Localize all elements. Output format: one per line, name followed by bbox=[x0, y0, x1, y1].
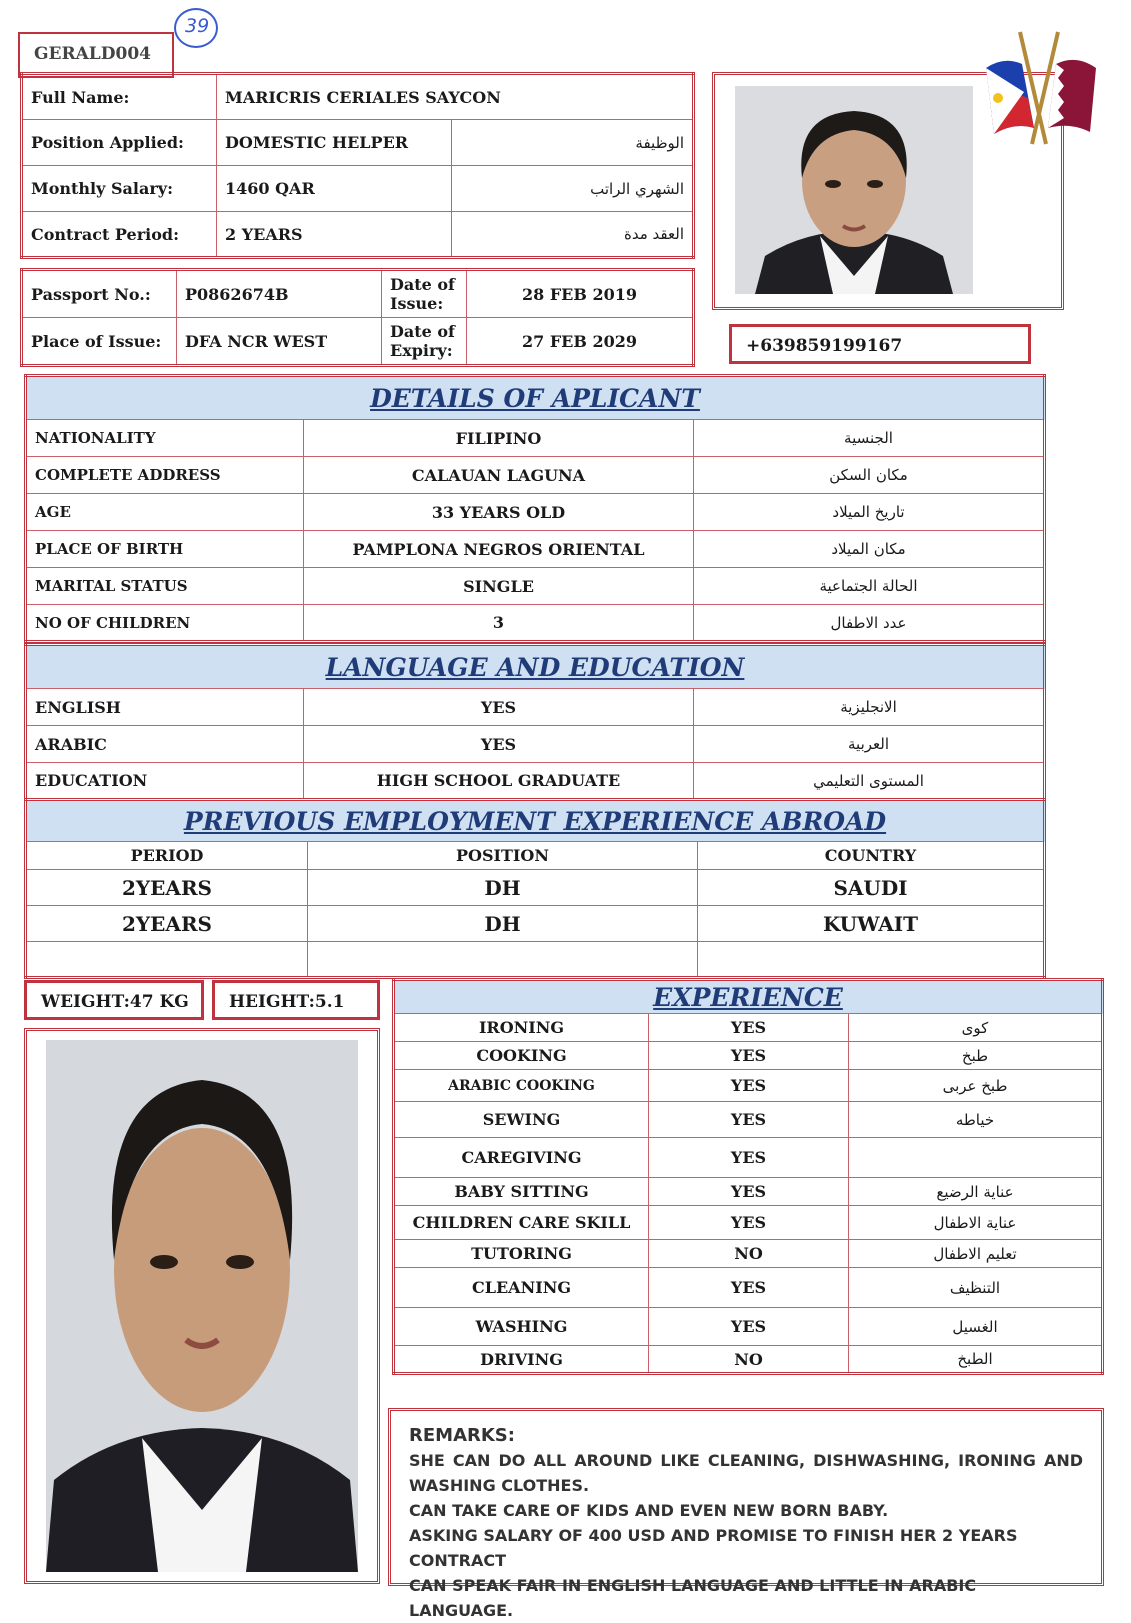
experience-value: YES bbox=[649, 1268, 849, 1308]
details-arabic: تاريخ الميلاد bbox=[694, 494, 1045, 531]
employment-title: PREVIOUS EMPLOYMENT EXPERIENCE ABROAD bbox=[26, 800, 1045, 842]
experience-value: YES bbox=[649, 1102, 849, 1138]
experience-arabic: الغسيل bbox=[849, 1308, 1103, 1346]
experience-arabic: خياطه bbox=[849, 1102, 1103, 1138]
experience-title: EXPERIENCE bbox=[394, 980, 1103, 1014]
employment-row bbox=[26, 942, 1045, 978]
experience-skill: WASHING bbox=[394, 1308, 649, 1346]
remarks-line: SHE CAN DO ALL AROUND LIKE CLEANING, DISHWASHING, IRONING AND WASHING CLOTHES. bbox=[409, 1451, 1083, 1495]
details-table bbox=[24, 374, 1046, 643]
language-value: YES bbox=[304, 726, 694, 763]
details-row bbox=[26, 457, 1045, 494]
experience-row bbox=[394, 1042, 1103, 1070]
field-arabic-label: الوظيفة bbox=[452, 120, 694, 166]
details-label: COMPLETE ADDRESS bbox=[26, 457, 304, 494]
employment-position: DH bbox=[308, 870, 698, 906]
experience-skill: COOKING bbox=[394, 1042, 649, 1070]
details-label: MARITAL STATUS bbox=[26, 568, 304, 605]
field-value: MARICRIS CERIALES SAYCON bbox=[217, 74, 694, 120]
language-title: LANGUAGE AND EDUCATION bbox=[26, 645, 1045, 689]
field-label: Position Applied: bbox=[22, 120, 217, 166]
experience-value: NO bbox=[649, 1240, 849, 1268]
details-title: DETAILS OF APLICANT bbox=[26, 376, 1045, 420]
employment-period: 2YEARS bbox=[26, 870, 308, 906]
position-header: POSITION bbox=[308, 842, 698, 870]
issue-date-value: 28 FEB 2019 bbox=[467, 270, 694, 318]
personal-row bbox=[22, 166, 694, 212]
experience-row bbox=[394, 1240, 1103, 1268]
personal-row bbox=[22, 120, 694, 166]
experience-value: YES bbox=[649, 1042, 849, 1070]
employment-country bbox=[698, 942, 1045, 978]
language-value: HIGH SCHOOL GRADUATE bbox=[304, 763, 694, 800]
language-label: ENGLISH bbox=[26, 689, 304, 726]
employment-period bbox=[26, 942, 308, 978]
language-arabic: المستوى التعليمي bbox=[694, 763, 1045, 800]
place-of-issue-value: DFA NCR WEST bbox=[177, 318, 382, 366]
details-value: FILIPINO bbox=[304, 420, 694, 457]
experience-value: YES bbox=[649, 1014, 849, 1042]
employment-row bbox=[26, 906, 1045, 942]
personal-row bbox=[22, 74, 694, 120]
experience-arabic: التنظيف bbox=[849, 1268, 1103, 1308]
experience-arabic: عناية الاطفال bbox=[849, 1206, 1103, 1240]
details-row bbox=[26, 420, 1045, 457]
details-row bbox=[26, 494, 1045, 531]
field-arabic-label: الشهري الراتب bbox=[452, 166, 694, 212]
remarks-line: CAN SPEAK FAIR IN ENGLISH LANGUAGE AND LITTLE IN ARABIC LANGUAGE. bbox=[409, 1576, 977, 1620]
phone-number: +639859199167 bbox=[746, 336, 903, 356]
details-value: 33 YEARS OLD bbox=[304, 494, 694, 531]
field-value: 2 YEARS bbox=[217, 212, 452, 258]
experience-value: YES bbox=[649, 1070, 849, 1102]
experience-arabic: تعليم الاطفال bbox=[849, 1240, 1103, 1268]
language-row bbox=[26, 689, 1045, 726]
remarks-line: CAN TAKE CARE OF KIDS AND EVEN NEW BORN BABY. bbox=[409, 1501, 889, 1520]
details-value: CALAUAN LAGUNA bbox=[304, 457, 694, 494]
experience-row bbox=[394, 1014, 1103, 1042]
experience-row bbox=[394, 1308, 1103, 1346]
details-arabic: الجنسية bbox=[694, 420, 1045, 457]
height-box bbox=[212, 980, 380, 1020]
experience-value: YES bbox=[649, 1138, 849, 1178]
language-label: ARABIC bbox=[26, 726, 304, 763]
details-arabic: مكان السكن bbox=[694, 457, 1045, 494]
phone-box bbox=[729, 324, 1031, 364]
height-value: HEIGHT:5.1 bbox=[229, 992, 345, 1012]
details-label: PLACE OF BIRTH bbox=[26, 531, 304, 568]
language-arabic: الانجليزية bbox=[694, 689, 1045, 726]
experience-skill: CAREGIVING bbox=[394, 1138, 649, 1178]
language-row bbox=[26, 726, 1045, 763]
period-header: PERIOD bbox=[26, 842, 308, 870]
field-value: DOMESTIC HELPER bbox=[217, 120, 452, 166]
experience-row bbox=[394, 1346, 1103, 1374]
experience-value: YES bbox=[649, 1308, 849, 1346]
experience-value: YES bbox=[649, 1206, 849, 1240]
language-education-table bbox=[24, 643, 1046, 801]
experience-skill: SEWING bbox=[394, 1102, 649, 1138]
field-value: 1460 QAR bbox=[217, 166, 452, 212]
handwritten-page-number: 39 bbox=[174, 8, 218, 48]
experience-row bbox=[394, 1206, 1103, 1240]
language-value: YES bbox=[304, 689, 694, 726]
applicant-code: GERALD004 bbox=[34, 44, 151, 64]
expiry-date-label: Date of Expiry: bbox=[382, 318, 467, 366]
crossed-flags-image bbox=[980, 28, 1100, 146]
language-label: EDUCATION bbox=[26, 763, 304, 800]
details-arabic: مكان الميلاد bbox=[694, 531, 1045, 568]
experience-skill: DRIVING bbox=[394, 1346, 649, 1374]
personal-row bbox=[22, 212, 694, 258]
experience-skill: CHILDREN CARE SKILL bbox=[394, 1206, 649, 1240]
employment-country: SAUDI bbox=[698, 870, 1045, 906]
weight-box bbox=[24, 980, 204, 1020]
details-label: AGE bbox=[26, 494, 304, 531]
experience-skill: ARABIC COOKING bbox=[394, 1070, 649, 1102]
experience-arabic: الطبخ bbox=[849, 1346, 1103, 1374]
experience-arabic: طبخ bbox=[849, 1042, 1103, 1070]
issue-date-label: Date of Issue: bbox=[382, 270, 467, 318]
experience-value: NO bbox=[649, 1346, 849, 1374]
field-arabic-label: العقد مدة bbox=[452, 212, 694, 258]
passport-table bbox=[20, 268, 695, 367]
experience-skill: BABY SITTING bbox=[394, 1178, 649, 1206]
remarks-title: REMARKS: bbox=[409, 1425, 515, 1446]
employment-table bbox=[24, 798, 1046, 979]
details-arabic: عدد الاطفال bbox=[694, 605, 1045, 642]
experience-value: YES bbox=[649, 1178, 849, 1206]
details-value: SINGLE bbox=[304, 568, 694, 605]
details-value: 3 bbox=[304, 605, 694, 642]
field-label: Monthly Salary: bbox=[22, 166, 217, 212]
details-label: NATIONALITY bbox=[26, 420, 304, 457]
employment-position: DH bbox=[308, 906, 698, 942]
details-row bbox=[26, 568, 1045, 605]
language-arabic: العربية bbox=[694, 726, 1045, 763]
experience-arabic: كوى bbox=[849, 1014, 1103, 1042]
country-header: COUNTRY bbox=[698, 842, 1045, 870]
experience-row bbox=[394, 1102, 1103, 1138]
field-label: Full Name: bbox=[22, 74, 217, 120]
experience-table bbox=[392, 978, 1104, 1375]
place-of-issue-label: Place of Issue: bbox=[22, 318, 177, 366]
details-label: NO OF CHILDREN bbox=[26, 605, 304, 642]
employment-country: KUWAIT bbox=[698, 906, 1045, 942]
applicant-photo-large bbox=[46, 1040, 358, 1572]
details-value: PAMPLONA NEGROS ORIENTAL bbox=[304, 531, 694, 568]
weight-value: WEIGHT:47 KG bbox=[41, 992, 189, 1012]
employment-position bbox=[308, 942, 698, 978]
passport-no-value: P0862674B bbox=[177, 270, 382, 318]
experience-skill: TUTORING bbox=[394, 1240, 649, 1268]
experience-arabic: طبخ عربى bbox=[849, 1070, 1103, 1102]
expiry-date-value: 27 FEB 2029 bbox=[467, 318, 694, 366]
experience-arabic: عناية الرضيع bbox=[849, 1178, 1103, 1206]
personal-info-table bbox=[20, 72, 695, 259]
details-arabic: الحالة الجتماعية bbox=[694, 568, 1045, 605]
employment-row bbox=[26, 870, 1045, 906]
experience-row bbox=[394, 1138, 1103, 1178]
experience-row bbox=[394, 1070, 1103, 1102]
experience-row bbox=[394, 1268, 1103, 1308]
experience-skill: IRONING bbox=[394, 1014, 649, 1042]
remarks-box bbox=[388, 1408, 1104, 1620]
passport-no-label: Passport No.: bbox=[22, 270, 177, 318]
experience-skill: CLEANING bbox=[394, 1268, 649, 1308]
details-row bbox=[26, 531, 1045, 568]
details-row bbox=[26, 605, 1045, 642]
applicant-photo-small bbox=[735, 86, 973, 294]
language-row bbox=[26, 763, 1045, 800]
field-label: Contract Period: bbox=[22, 212, 217, 258]
remarks-line: ASKING SALARY OF 400 USD AND PROMISE TO FINISH HER 2 YEARS CONTRACT bbox=[409, 1526, 1018, 1570]
employment-period: 2YEARS bbox=[26, 906, 308, 942]
experience-arabic bbox=[849, 1138, 1103, 1178]
experience-row bbox=[394, 1178, 1103, 1206]
